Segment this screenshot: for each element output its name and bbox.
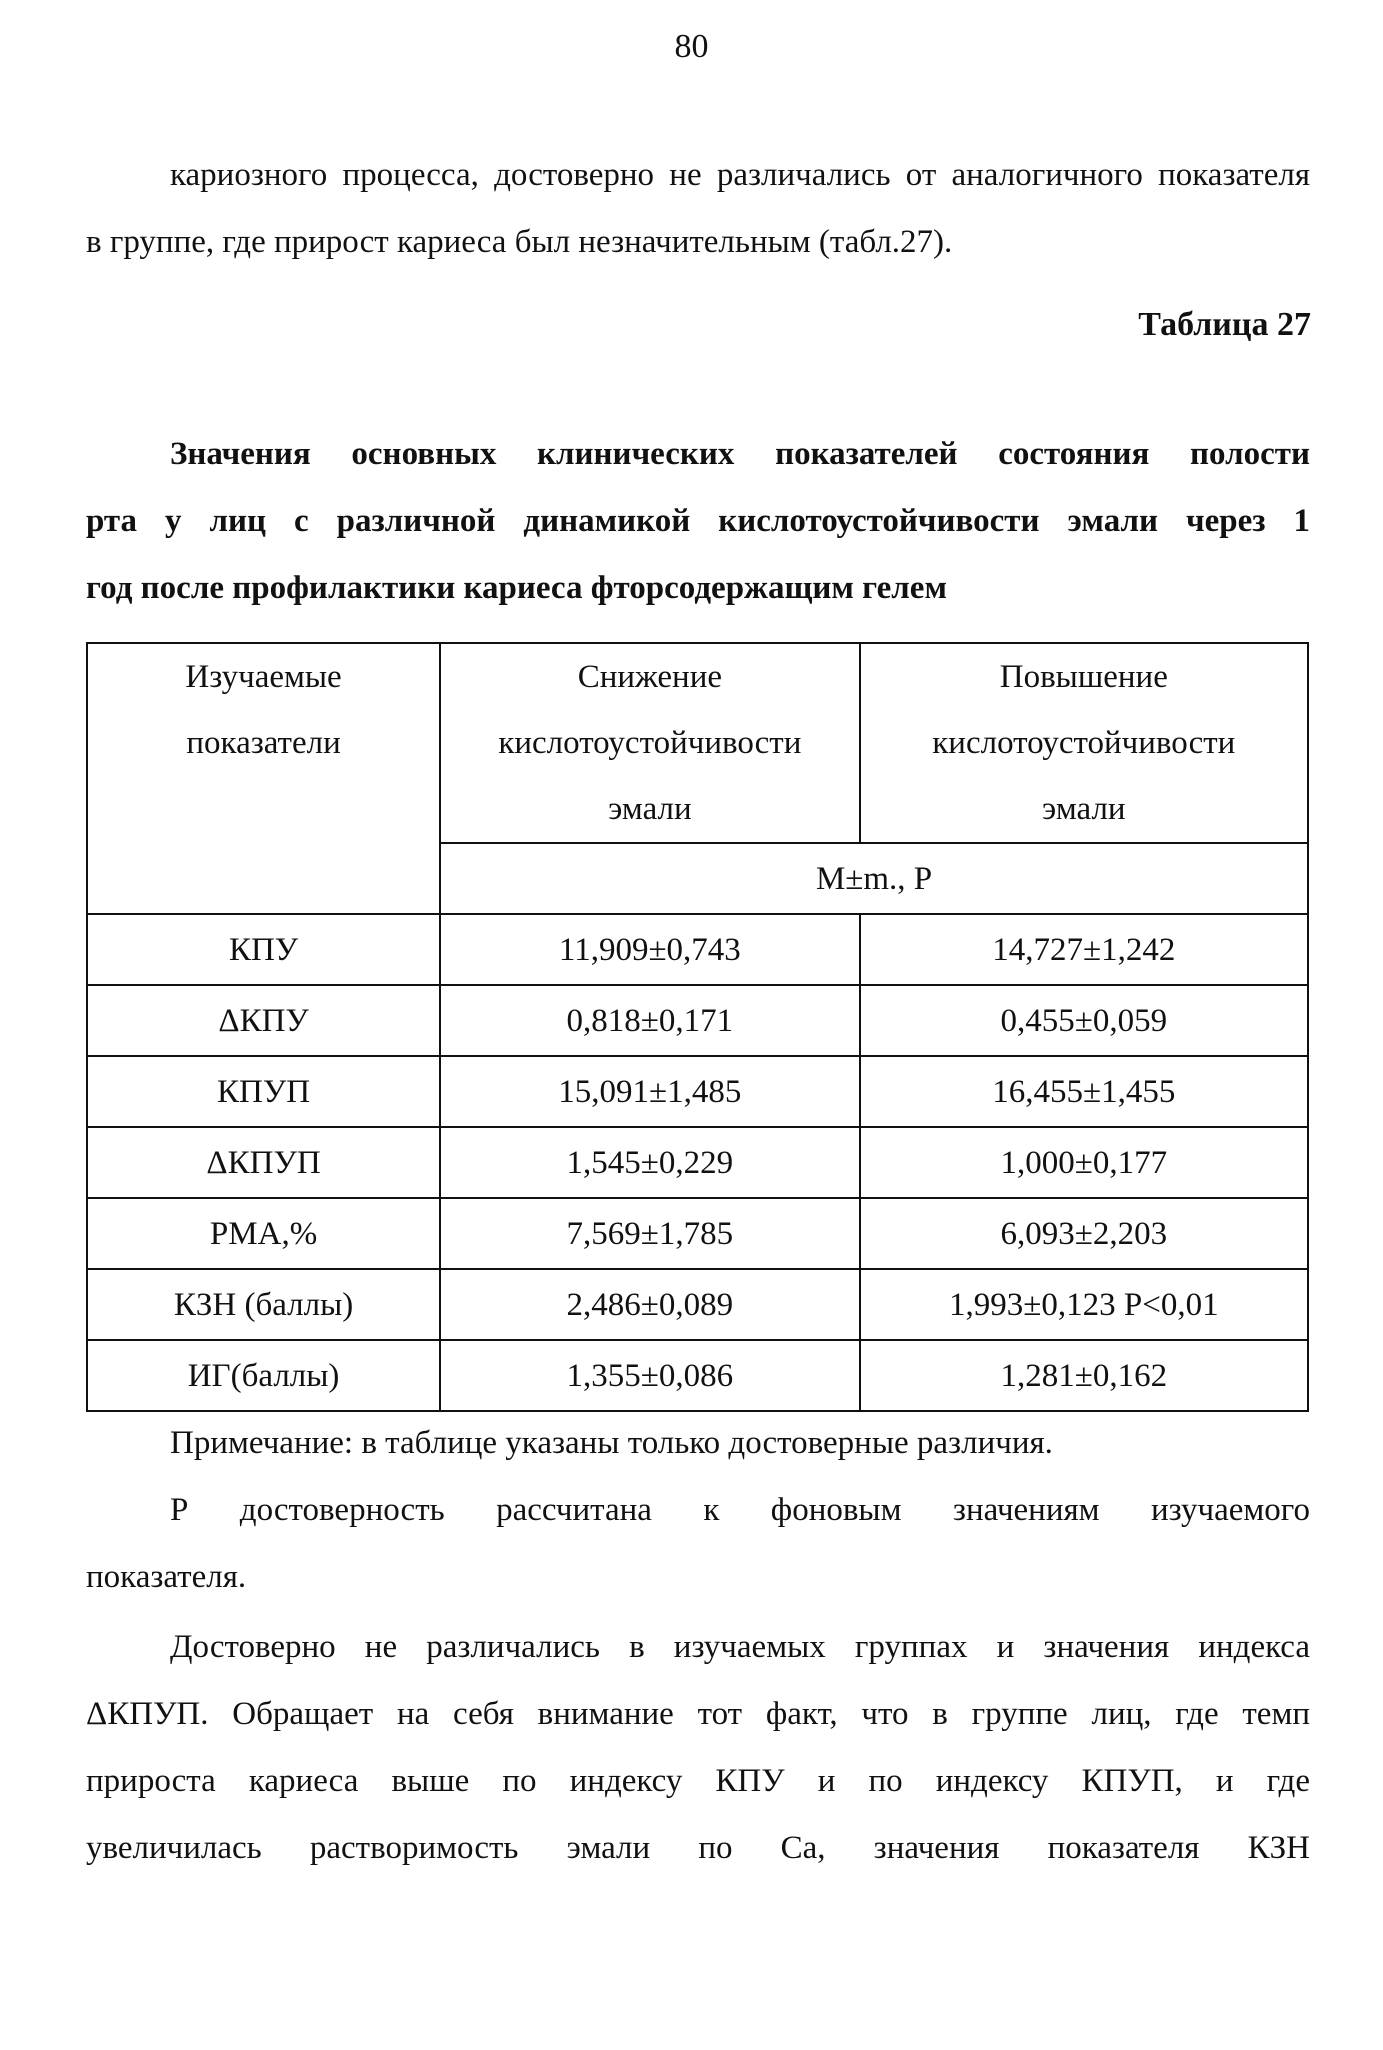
results-table (86, 642, 1309, 1412)
table-label: Таблица 27 (1138, 306, 1311, 343)
body-paragraph (86, 1614, 1310, 1882)
table-row (87, 914, 1308, 985)
increase-cell: 16,455±1,455 (860, 1056, 1308, 1127)
table-header-row (87, 643, 1308, 843)
decrease-cell: 1,355±0,086 (440, 1340, 859, 1411)
indicator-cell: ΔКПУП (87, 1127, 440, 1198)
note-line: Примечание: в таблице указаны только достоверные различия. (170, 1425, 1053, 1461)
note-line: показателя. (86, 1559, 247, 1595)
body-line: ΔКПУП. Обращает на себя внимание тот факт, что в группе лиц, где темп (86, 1696, 1310, 1732)
header-line: эмали (608, 791, 692, 827)
table-row (87, 985, 1308, 1056)
increase-cell: 14,727±1,242 (860, 914, 1308, 985)
increase-cell: 1,000±0,177 (860, 1127, 1308, 1198)
increase-cell: 1,993±0,123 P<0,01 (860, 1269, 1308, 1340)
note-line: Р достоверность рассчитана к фоновым значениям изучаемого (170, 1492, 1310, 1528)
decrease-cell: 1,545±0,229 (440, 1127, 859, 1198)
decrease-cell: 11,909±0,743 (440, 914, 859, 985)
header-line: Изучаемые (185, 659, 342, 695)
decrease-cell: 0,818±0,171 (440, 985, 859, 1056)
header-line: эмали (1042, 791, 1126, 827)
indicator-cell: КПУП (87, 1056, 440, 1127)
significance-note (86, 1477, 1310, 1611)
intro-line: в группе, где прирост кариеса был незначительным (табл.27). (86, 224, 953, 260)
table-caption-line: год после профилактики кариеса фторсодержащим гелем (86, 570, 947, 606)
table-caption-line: рта у лиц с различной динамикой кислотоустойчивости эмали через 1 (86, 503, 1310, 539)
header-line: показатели (186, 725, 341, 761)
table-row (87, 1269, 1308, 1340)
header-line: Повышение (999, 659, 1168, 695)
header-decrease (440, 643, 859, 843)
indicator-cell: КЗН (баллы) (87, 1269, 440, 1340)
increase-cell: 6,093±2,203 (860, 1198, 1308, 1269)
table-caption-line: Значения основных клинических показателей состояния полости (170, 436, 1310, 472)
decrease-cell: 2,486±0,089 (440, 1269, 859, 1340)
indicator-cell: ΔКПУ (87, 985, 440, 1056)
units-cell: M±m., P (440, 843, 1308, 914)
table-row (87, 1340, 1308, 1411)
table-note (86, 1410, 1310, 1477)
header-line: Снижение (577, 659, 723, 695)
page-number: 80 (674, 28, 709, 65)
header-line: кислотоустойчивости (498, 725, 802, 761)
intro-paragraph (86, 142, 1310, 276)
indicator-cell: ИГ(баллы) (87, 1340, 440, 1411)
body-line: увеличилась растворимость эмали по Са, значения показателя КЗН (86, 1830, 1310, 1866)
increase-cell: 0,455±0,059 (860, 985, 1308, 1056)
table-row (87, 1127, 1308, 1198)
header-indicators (87, 643, 440, 914)
indicator-cell: РМА,% (87, 1198, 440, 1269)
decrease-cell: 15,091±1,485 (440, 1056, 859, 1127)
header-increase (860, 643, 1308, 843)
header-line: кислотоустойчивости (932, 725, 1236, 761)
decrease-cell: 7,569±1,785 (440, 1198, 859, 1269)
table-row (87, 1198, 1308, 1269)
table-caption (86, 421, 1310, 622)
table-row (87, 1056, 1308, 1127)
intro-line: кариозного процесса, достоверно не различались от аналогичного показателя (170, 157, 1310, 193)
increase-cell: 1,281±0,162 (860, 1340, 1308, 1411)
body-line: прироста кариеса выше по индексу КПУ и по индексу КПУП, и где (86, 1763, 1310, 1799)
indicator-cell: КПУ (87, 914, 440, 985)
body-line: Достоверно не различались в изучаемых группах и значения индекса (170, 1629, 1310, 1665)
